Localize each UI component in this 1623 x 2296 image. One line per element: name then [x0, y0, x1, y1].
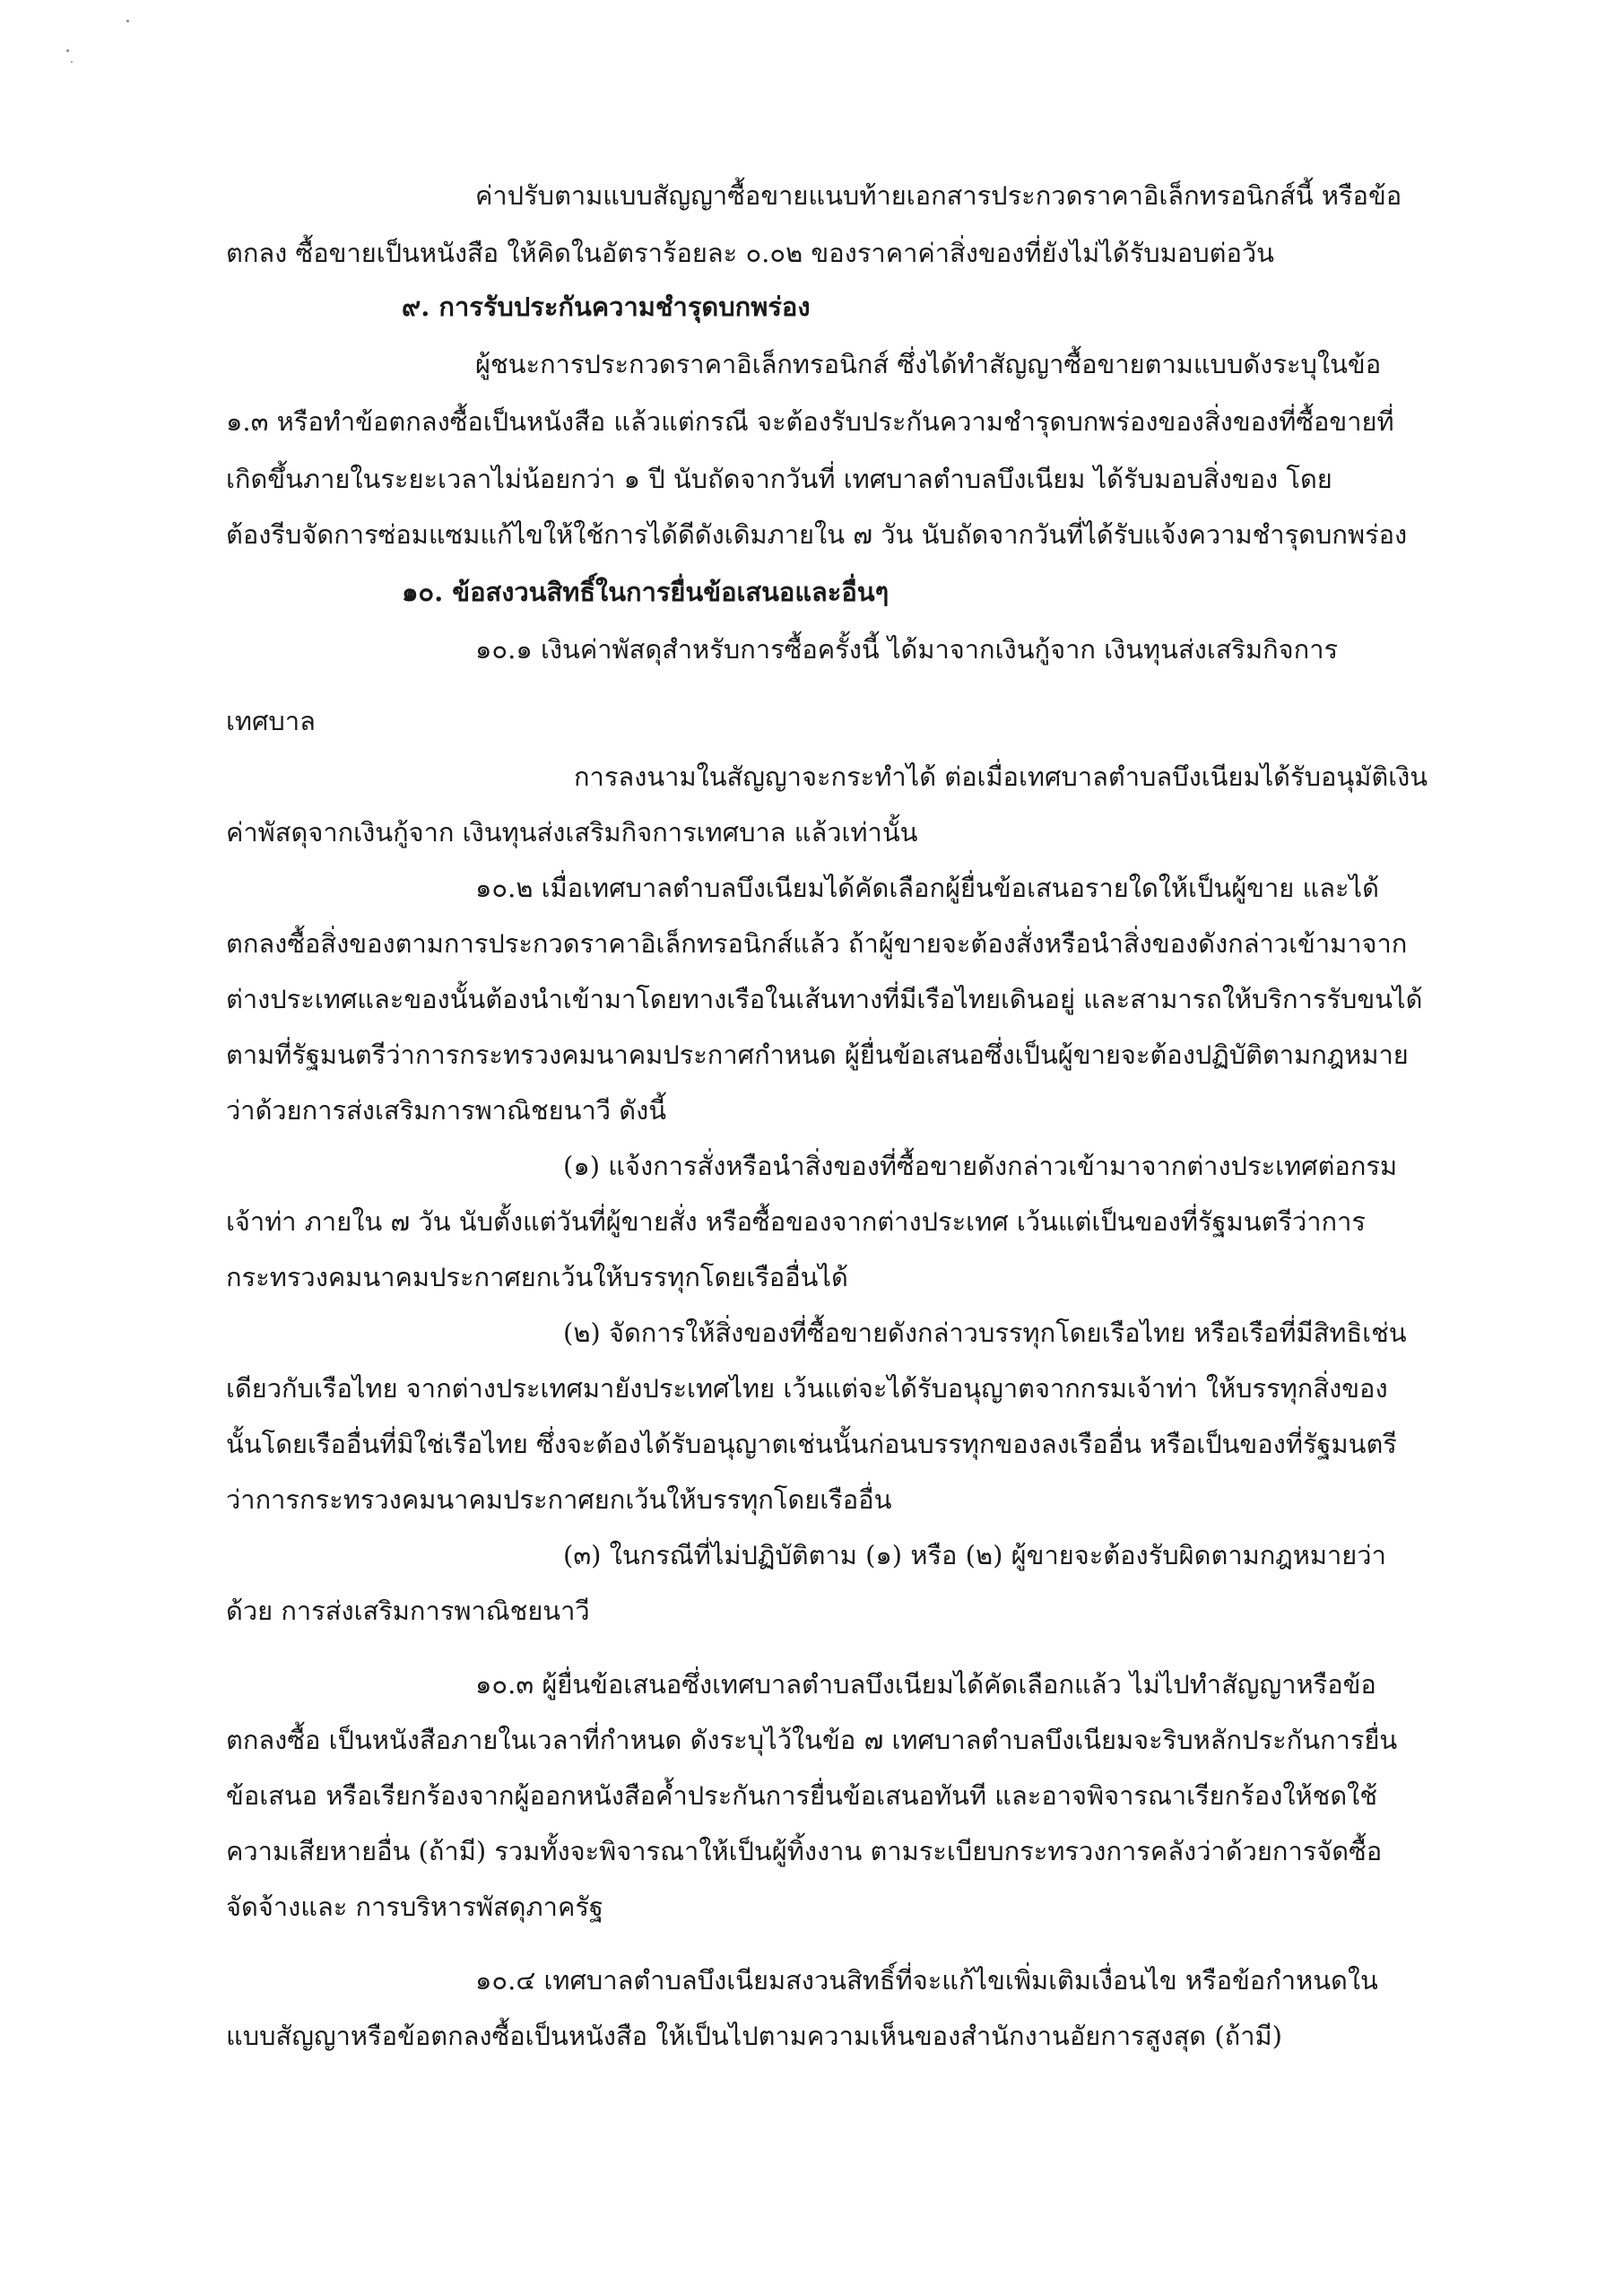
paragraph-line: เจ้าท่า ภายใน ๗ วัน นับตั้งแต่วันที่ผู้ขายสั่ง หรือซื้อของจากต่างประเทศ เว้นแต่เป็นของที่รัฐมนตรีว่าการ [226, 1206, 1366, 1237]
paragraph-line: ด้วย การส่งเสริมการพาณิชยนาวี [226, 1596, 590, 1626]
paragraph-line: ค่าปรับตามแบบสัญญาซื้อขายแนบท้ายเอกสารประกวดราคาอิเล็กทรอนิกส์นี้ หรือข้อ [475, 180, 1402, 211]
scan-speck [126, 20, 129, 22]
paragraph-line: ๑.๓ หรือทำข้อตกลงซื้อเป็นหนังสือ แล้วแต่กรณี จะต้องรับประกันความชำรุดบกพร่องของสิ่งของที่ซื้อขายที่ [226, 406, 1394, 437]
paragraph-line: ๑๐.๔ เทศบาลตำบลบึงเนียมสงวนสิทธิ์ที่จะแก้ไขเพิ่มเติมเงื่อนไข หรือข้อกำหนดใน [475, 1965, 1378, 1996]
paragraph-line: นั้นโดยเรืออื่นที่มิใช่เรือไทย ซึ่งจะต้องได้รับอนุญาตเช่นนั้นก่อนบรรทุกของลงเรืออื่น หรือเป็นของที่รัฐมนตรี [226, 1429, 1397, 1459]
paragraph-line: ว่าการกระทรวงคมนาคมประกาศยกเว้นให้บรรทุกโดยเรืออื่น [226, 1484, 892, 1515]
paragraph-line: ต้องรีบจัดการซ่อมแซมแก้ไขให้ใช้การได้ดีดังเดิมภายใน ๗ วัน นับถัดจากวันที่ได้รับแจ้งความชำรุดบกพร่อง [226, 519, 1408, 550]
paragraph-line: ต่างประเทศและของนั้นต้องนำเข้ามาโดยทางเรือในเส้นทางที่มีเรือไทยเดินอยู่ และสามารถให้บริการรับขนได้ [226, 984, 1423, 1014]
paragraph-line: (๒) จัดการให้สิ่งของที่ซื้อขายดังกล่าวบรรทุกโดยเรือไทย หรือเรือที่มีสิทธิเช่น [563, 1318, 1407, 1348]
paragraph-line: ตามที่รัฐมนตรีว่าการกระทรวงคมนาคมประกาศกำหนด ผู้ยื่นข้อเสนอซึ่งเป็นผู้ขายจะต้องปฏิบัติตามกฎหมาย [226, 1039, 1409, 1070]
paragraph-line: ตกลงซื้อสิ่งของตามการประกวดราคาอิเล็กทรอนิกส์แล้ว ถ้าผู้ขายจะต้องสั่งหรือนำสิ่งของดังกล่าวเข้ามาจาก [226, 928, 1408, 959]
paragraph-line: ตกลงซื้อ เป็นหนังสือภายในเวลาที่กำหนด ดังระบุไว้ในข้อ ๗ เทศบาลตำบลบึงเนียมจะริบหลักประกันการยื่น [226, 1725, 1398, 1755]
paragraph-line: เดียวกับเรือไทย จากต่างประเทศมายังประเทศไทย เว้นแต่จะได้รับอนุญาตจากกรมเจ้าท่า ให้บรรทุกสิ่งของ [226, 1373, 1388, 1404]
scan-speck [66, 49, 69, 52]
paragraph-line: ๑๐.๒ เมื่อเทศบาลตำบลบึงเนียมได้คัดเลือกผู้ยื่นข้อเสนอรายใดให้เป็นผู้ขาย และได้ [475, 873, 1379, 903]
paragraph-line: (๑) แจ้งการสั่งหรือนำสิ่งของที่ซื้อขายดังกล่าวเข้ามาจากต่างประเทศต่อกรม [563, 1151, 1398, 1181]
paragraph-line: การลงนามในสัญญาจะกระทำได้ ต่อเมื่อเทศบาลตำบลบึงเนียมได้รับอนุมัติเงิน [574, 761, 1428, 792]
paragraph-line: ตกลง ซื้อขายเป็นหนังสือ ให้คิดในอัตราร้อยละ ๐.๐๒ ของราคาค่าสิ่งของที่ยังไม่ได้รับมอบต่อวัน [226, 238, 1274, 268]
paragraph-line: ๑๐.๑ เงินค่าพัสดุสำหรับการซื้อครั้งนี้ ได้มาจากเงินกู้จาก เงินทุนส่งเสริมกิจการ [475, 634, 1339, 665]
paragraph-line: กระทรวงคมนาคมประกาศยกเว้นให้บรรทุกโดยเรืออื่นได้ [226, 1262, 848, 1292]
paragraph-line: ค่าพัสดุจากเงินกู้จาก เงินทุนส่งเสริมกิจการเทศบาล แล้วเท่านั้น [226, 817, 918, 848]
paragraph-line: ๑๐.๓ ผู้ยื่นข้อเสนอซึ่งเทศบาลตำบลบึงเนียมได้คัดเลือกแล้ว ไม่ไปทำสัญญาหรือข้อ [475, 1669, 1376, 1700]
paragraph-line: ข้อเสนอ หรือเรียกร้องจากผู้ออกหนังสือค้ำประกันการยื่นข้อเสนอทันที และอาจพิจารณาเรียกร้องให้ชดใช้ [226, 1780, 1378, 1811]
paragraph-line: ผู้ชนะการประกวดราคาอิเล็กทรอนิกส์ ซึ่งได้ทำสัญญาซื้อขายตามแบบดังระบุในข้อ [475, 349, 1382, 379]
paragraph-line: จัดจ้างและ การบริหารพัสดุภาครัฐ [226, 1892, 603, 1922]
paragraph-line: (๓) ในกรณีที่ไม่ปฏิบัติตาม (๑) หรือ (๒) ผู้ขายจะต้องรับผิดตามกฎหมายว่า [563, 1540, 1386, 1570]
paragraph-line: ว่าด้วยการส่งเสริมการพาณิชยนาวี ดังนี้ [226, 1095, 667, 1126]
scan-speck [71, 61, 73, 63]
paragraph-line: เทศบาล [226, 706, 316, 736]
section-heading: ๑๐. ข้อสงวนสิทธิ์ในการยื่นข้อเสนอและอื่นๆ [402, 577, 890, 607]
paragraph-line: เกิดขึ้นภายในระยะเวลาไม่น้อยกว่า ๑ ปี นับถัดจากวันที่ เทศบาลตำบลบึงเนียม ได้รับมอบสิ่งของ โดย [226, 464, 1332, 494]
paragraph-line: ความเสียหายอื่น (ถ้ามี) รวมทั้งจะพิจารณาให้เป็นผู้ทิ้งงาน ตามระเบียบกระทรวงการคลังว่าด้วยการจัดซื้อ [226, 1836, 1383, 1866]
section-heading: ๙. การรับประกันความชำรุดบกพร่อง [402, 291, 811, 322]
paragraph-line: แบบสัญญาหรือข้อตกลงซื้อเป็นหนังสือ ให้เป็นไปตามความเห็นของสำนักงานอัยการสูงสุด (ถ้ามี) [226, 2021, 1282, 2051]
